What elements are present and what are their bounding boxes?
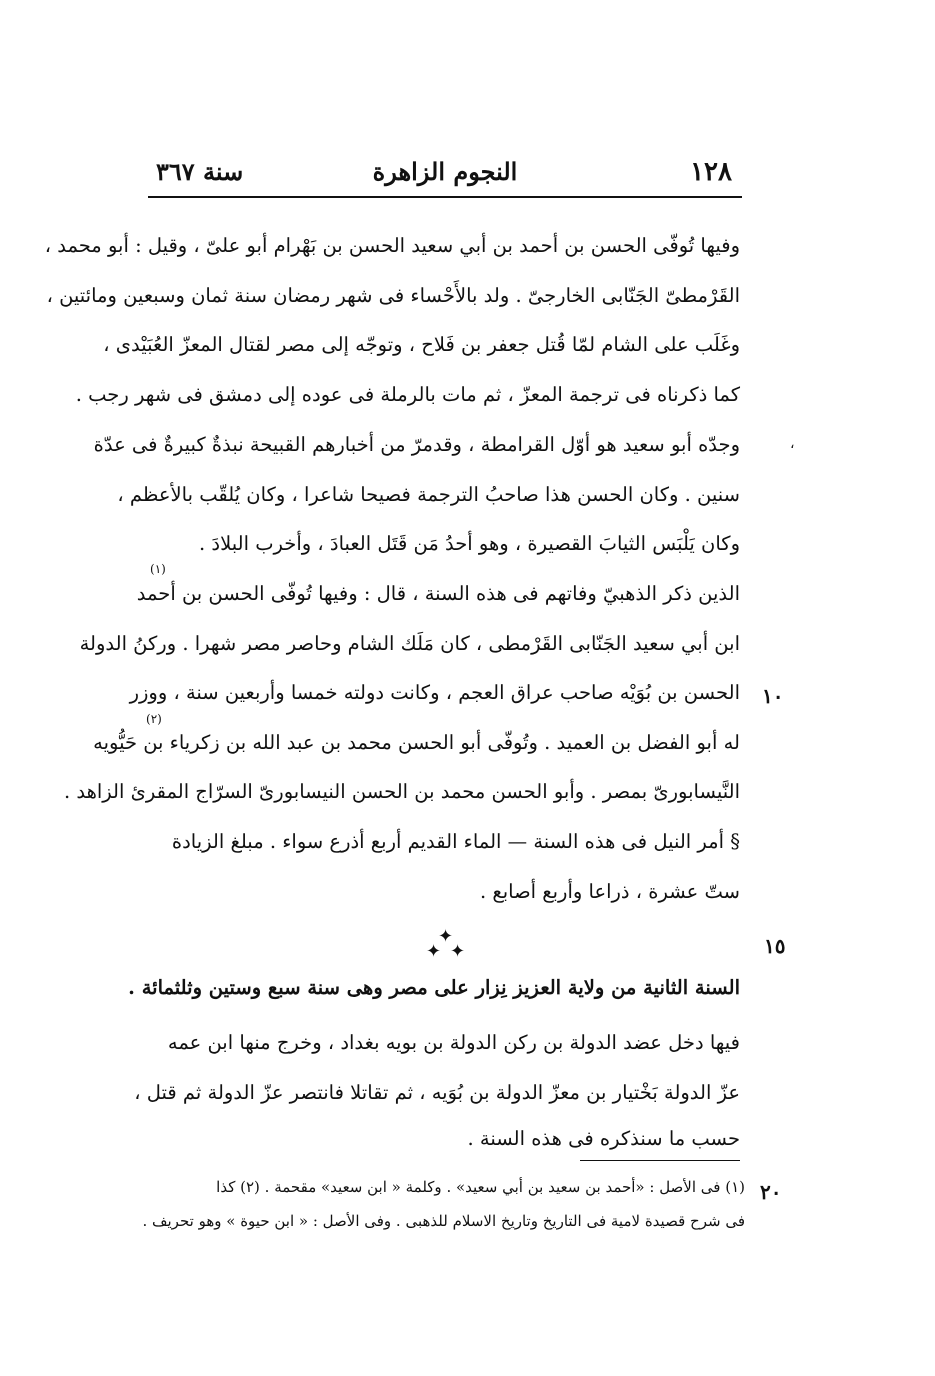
margin-mark: ، — [790, 436, 795, 452]
text-line-6: سنين . وكان الحسن هذا صاحبُ الترجمة فصيحا شاعرا ، وكان يُلقّب بالأعظم ، — [117, 483, 740, 506]
footnote-marker-1: (١) — [150, 562, 166, 576]
text-line-3: وغَلَب على الشام لمّا قُتل جعفر بن فَلاح ، وتوجّه إلى مصر لقتال المعزّ العُبَيْدى ، — [103, 333, 740, 356]
footnote-line-2: فى شرح قصيدة لامية فى التاريخ وتاريخ الاسلام للذهبى . وفى الأصل : « ابن حيوة » وهو تحريف . — [142, 1212, 745, 1230]
text-line-7: وكان يَلْبَس الثيابَ القصيرة ، وهو أحدُ مَن قَتَل العبادَ ، وأخرب البلادَ . — [199, 532, 740, 555]
text-line-1: وفيها تُوفّى الحسن بن أحمد بن أبي سعيد الحسن بن بَهْرام أبو علىّ ، وقيل : أبو محمد ، — [44, 234, 740, 257]
ornament-star: ✦ — [438, 926, 454, 947]
footnote-rule — [580, 1160, 740, 1161]
text-line-9: ابن أبي سعيد الجَنّابى القَرْمطى ، كان مَلَك الشام وحاصر مصر شهرا . وركنُ الدولة — [79, 632, 740, 655]
text-line-10: الحسن بن بُوَيْه صاحب عراق العجم ، وكانت دولته خمسا وأربعين سنة ، ووزر — [129, 681, 740, 704]
text-line-12: النَّيسابورىّ بمصر . وأبو الحسن محمد بن الحسن النيسابورىّ السرّاج المقرئ الزاهد . — [63, 780, 740, 803]
book-title: النجوم الزاهرة — [372, 157, 518, 186]
section-heading: السنة الثانية من ولاية العزيز نِزار على مصر وهى سنة سبع وستين وثلثمائة . — [128, 976, 740, 999]
footnote-marker-2: (٢) — [146, 712, 162, 726]
text-line-18: حسب ما سنذكره فى هذه السنة . — [467, 1127, 740, 1150]
text-line-17: عزّ الدولة بَخْتيار بن معزّ الدولة بن بُوَيه ، ثم تقاتلا فانتصر عزّ الدولة ثم قتل ، — [134, 1081, 740, 1104]
running-header — [150, 155, 740, 195]
ornament-star: ✦ — [426, 941, 442, 962]
text-line-5: وجدّه أبو سعيد هو أوّل القرامطة ، وقدمرّ من أخبارهم القبيحة نبذةٌ كبيرةٌ فى عدّة — [93, 433, 740, 456]
header-year: سنة ٣٦٧ — [156, 157, 244, 186]
header-rule — [148, 196, 742, 198]
text-line-14: ستّ عشرة ، ذراعا وأربع أصابع . — [479, 880, 740, 903]
text-line-8: الذين ذكر الذهبيّ وفاتهم فى هذه السنة ، قال : وفيها تُوفّى الحسن بن أحمد — [136, 582, 740, 605]
text-line-2: القَرْمطىّ الجَنّابى الخارجىّ . ولد بالأَحْساء فى شهر رمضان سنة ثمان وسبعين ومائتين ، — [46, 284, 740, 307]
footnote-line-1: (١) فى الأصل : «أحمد بن سعيد بن أبي سعيد» . وكلمة « ابن سعيد» مقحمة . (٢) كذا — [216, 1178, 745, 1196]
text-line-13: § أمر النيل فى هذه السنة — الماء القديم أربع أذرع سواء . مبلغ الزيادة — [171, 830, 740, 853]
line-number-10: ١٠ — [762, 684, 784, 708]
text-line-11: له أبو الفضل بن العميد . وتُوفّى أبو الحسن محمد بن عبد الله بن زكرياء بن حَيُّويه — [93, 731, 740, 754]
text-line-4: كما ذكرناه فى ترجمة المعزّ ، ثم مات بالرملة فى عوده إلى دمشق فى شهر رجب . — [75, 383, 740, 406]
line-number-20: ٢٠ — [760, 1180, 782, 1204]
page-number: ١٢٨ — [690, 157, 732, 187]
ornament-star: ✦ — [450, 941, 466, 962]
line-number-15: ١٥ — [764, 934, 786, 958]
text-line-16: فيها دخل عضد الدولة بن ركن الدولة بن بويه بغداد ، وخرج منها ابن عمه — [167, 1031, 740, 1054]
